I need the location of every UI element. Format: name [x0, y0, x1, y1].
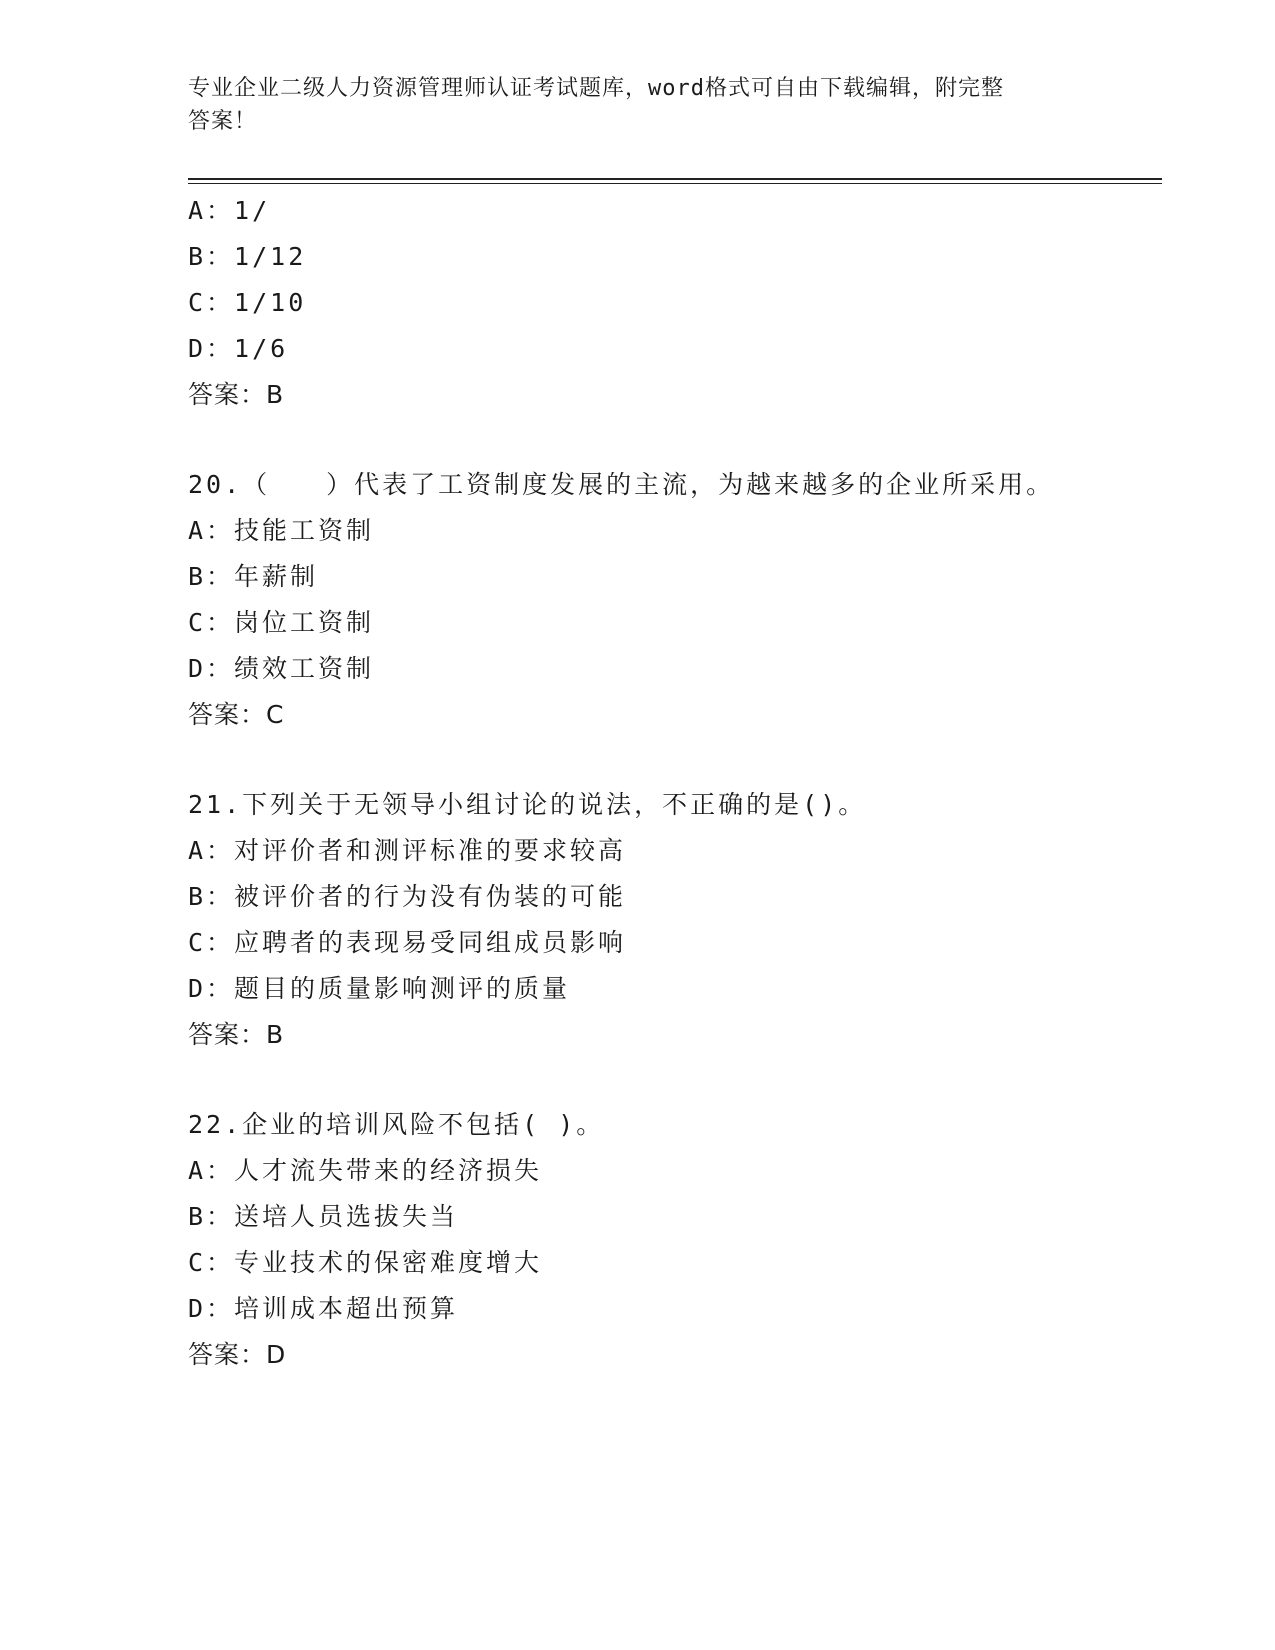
header-line-2: 答案！ — [188, 109, 258, 134]
header-divider-thin — [188, 183, 1162, 184]
option-a: A：技能工资制 — [188, 516, 375, 545]
question-block-19 — [188, 188, 1162, 418]
option-b: B：送培人员选拔失当 — [188, 1202, 459, 1231]
document-header — [188, 72, 1088, 138]
answer-label: 答案：B — [188, 1020, 285, 1049]
option-a: A：人才流失带来的经济损失 — [188, 1156, 543, 1185]
question-text: 22.企业的培训风险不包括( )。 — [188, 1110, 605, 1139]
question-block-22 — [188, 1102, 1162, 1378]
question-text: 20.（ ）代表了工资制度发展的主流，为越来越多的企业所采用。 — [188, 470, 1055, 499]
answer-label: 答案：C — [188, 700, 285, 729]
option-b: B：1/12 — [188, 242, 307, 271]
option-c: C：应聘者的表现易受同组成员影响 — [188, 928, 627, 957]
option-b: B：被评价者的行为没有伪装的可能 — [188, 882, 627, 911]
answer-label: 答案：B — [188, 380, 285, 409]
header-line-1: 专业企业二级人力资源管理师认证考试题库，word格式可自由下载编辑，附完整 — [188, 76, 1004, 101]
option-d: D：绩效工资制 — [188, 654, 375, 683]
option-c: C：1/10 — [188, 288, 307, 317]
option-a: A：对评价者和测评标准的要求较高 — [188, 836, 627, 865]
option-b: B：年薪制 — [188, 562, 319, 591]
question-block-21 — [188, 782, 1162, 1058]
option-c: C：专业技术的保密难度增大 — [188, 1248, 543, 1277]
question-list — [188, 188, 1162, 1378]
option-d: D：题目的质量影响测评的质量 — [188, 974, 571, 1003]
question-text: 21.下列关于无领导小组讨论的说法，不正确的是()。 — [188, 790, 867, 819]
option-d: D：1/6 — [188, 334, 289, 363]
answer-label: 答案：D — [188, 1340, 287, 1369]
option-a: A：1/ — [188, 196, 271, 225]
option-d: D：培训成本超出预算 — [188, 1294, 459, 1323]
option-c: C：岗位工资制 — [188, 608, 375, 637]
header-divider-thick — [188, 178, 1162, 180]
question-block-20 — [188, 462, 1162, 738]
